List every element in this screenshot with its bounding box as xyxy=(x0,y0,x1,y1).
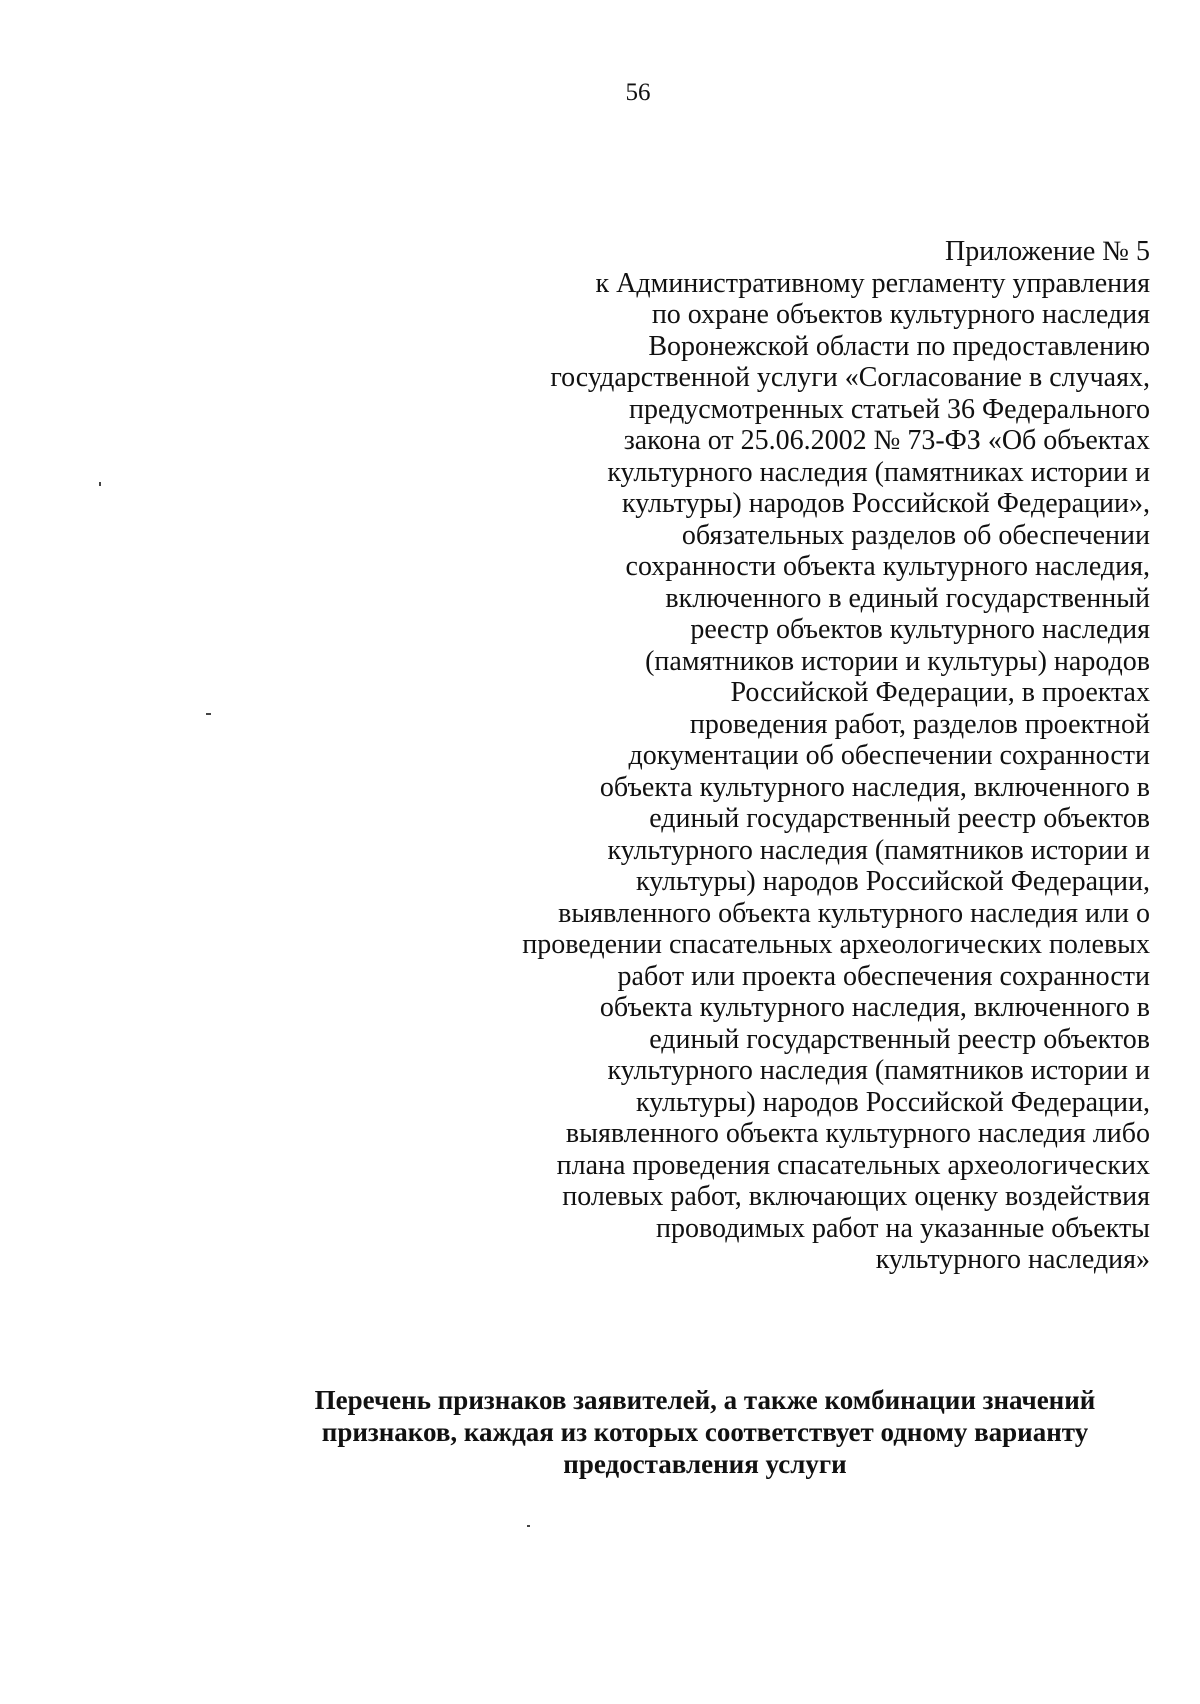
scan-speck xyxy=(99,482,101,486)
appendix-line: работ или проекта обеспечения сохранности xyxy=(617,960,1150,992)
appendix-line: включенного в единый государственный xyxy=(665,582,1150,614)
appendix-line: культурного наследия (памятников истории и xyxy=(607,834,1150,866)
appendix-line: культуры) народов Российской Федерации, xyxy=(636,866,1150,897)
appendix-line: сохранности объекта культурного наследия, xyxy=(625,551,1150,582)
appendix-line: культурного наследия (памятниках истории и xyxy=(607,456,1150,488)
appendix-line: Приложение № 5 xyxy=(945,236,1150,267)
appendix-line: по охране объектов культурного наследия xyxy=(651,299,1150,330)
appendix-line: единый государственный реестр объектов xyxy=(649,803,1150,834)
heading-line: предоставления услуги xyxy=(563,1449,847,1479)
appendix-line: объекта культурного наследия, включенного в xyxy=(599,992,1150,1023)
appendix-line: закона от 25.06.2002 № 73-ФЗ «Об объектах xyxy=(623,425,1150,456)
appendix-line: предусмотренных статьей 36 Федерального xyxy=(628,393,1150,425)
appendix-line: плана проведения спасательных археологических xyxy=(556,1149,1150,1181)
heading-line: Перечень признаков заявителей, а также комбинации значений xyxy=(314,1385,1096,1415)
appendix-line: проводимых работ на указанные объекты xyxy=(656,1212,1150,1244)
appendix-line: Российской Федерации, в проектах xyxy=(730,677,1150,708)
appendix-line: обязательных разделов об обеспечении xyxy=(681,519,1150,551)
appendix-line: реестр объектов культурного наследия xyxy=(690,614,1150,645)
appendix-line: культурного наследия (памятников истории и xyxy=(607,1055,1150,1086)
appendix-line: культуры) народов Российской Федерации», xyxy=(622,488,1150,519)
appendix-reference xyxy=(450,236,1150,1276)
appendix-line: проведения работ, разделов проектной xyxy=(689,708,1150,740)
appendix-line: единый государственный реестр объектов xyxy=(649,1023,1150,1055)
appendix-line: Воронежской области по предоставлению xyxy=(648,330,1150,362)
appendix-line: (памятников истории и культуры) народов xyxy=(645,645,1150,677)
section-heading xyxy=(270,1384,1140,1480)
appendix-line: культурного наследия» xyxy=(875,1244,1150,1275)
scan-speck xyxy=(206,713,211,715)
appendix-line: объекта культурного наследия, включенного в xyxy=(599,771,1150,803)
appendix-line: к Административному регламенту управления xyxy=(595,267,1150,299)
heading-line: признаков, каждая из которых соответствует одному варианту xyxy=(321,1417,1089,1447)
scan-speck xyxy=(527,1525,530,1527)
appendix-line: государственной услуги «Согласование в случаях, xyxy=(550,362,1150,393)
appendix-line: проведении спасательных археологических полевых xyxy=(522,929,1150,960)
page-number: 56 xyxy=(625,79,651,106)
appendix-line: культуры) народов Российской Федерации, xyxy=(636,1086,1150,1118)
appendix-line: выявленного объекта культурного наследия или о xyxy=(558,897,1150,929)
appendix-line: выявленного объекта культурного наследия либо xyxy=(565,1118,1150,1149)
appendix-line: полевых работ, включающих оценку воздействия xyxy=(562,1181,1150,1212)
appendix-line: документации об обеспечении сохранности xyxy=(628,740,1150,771)
